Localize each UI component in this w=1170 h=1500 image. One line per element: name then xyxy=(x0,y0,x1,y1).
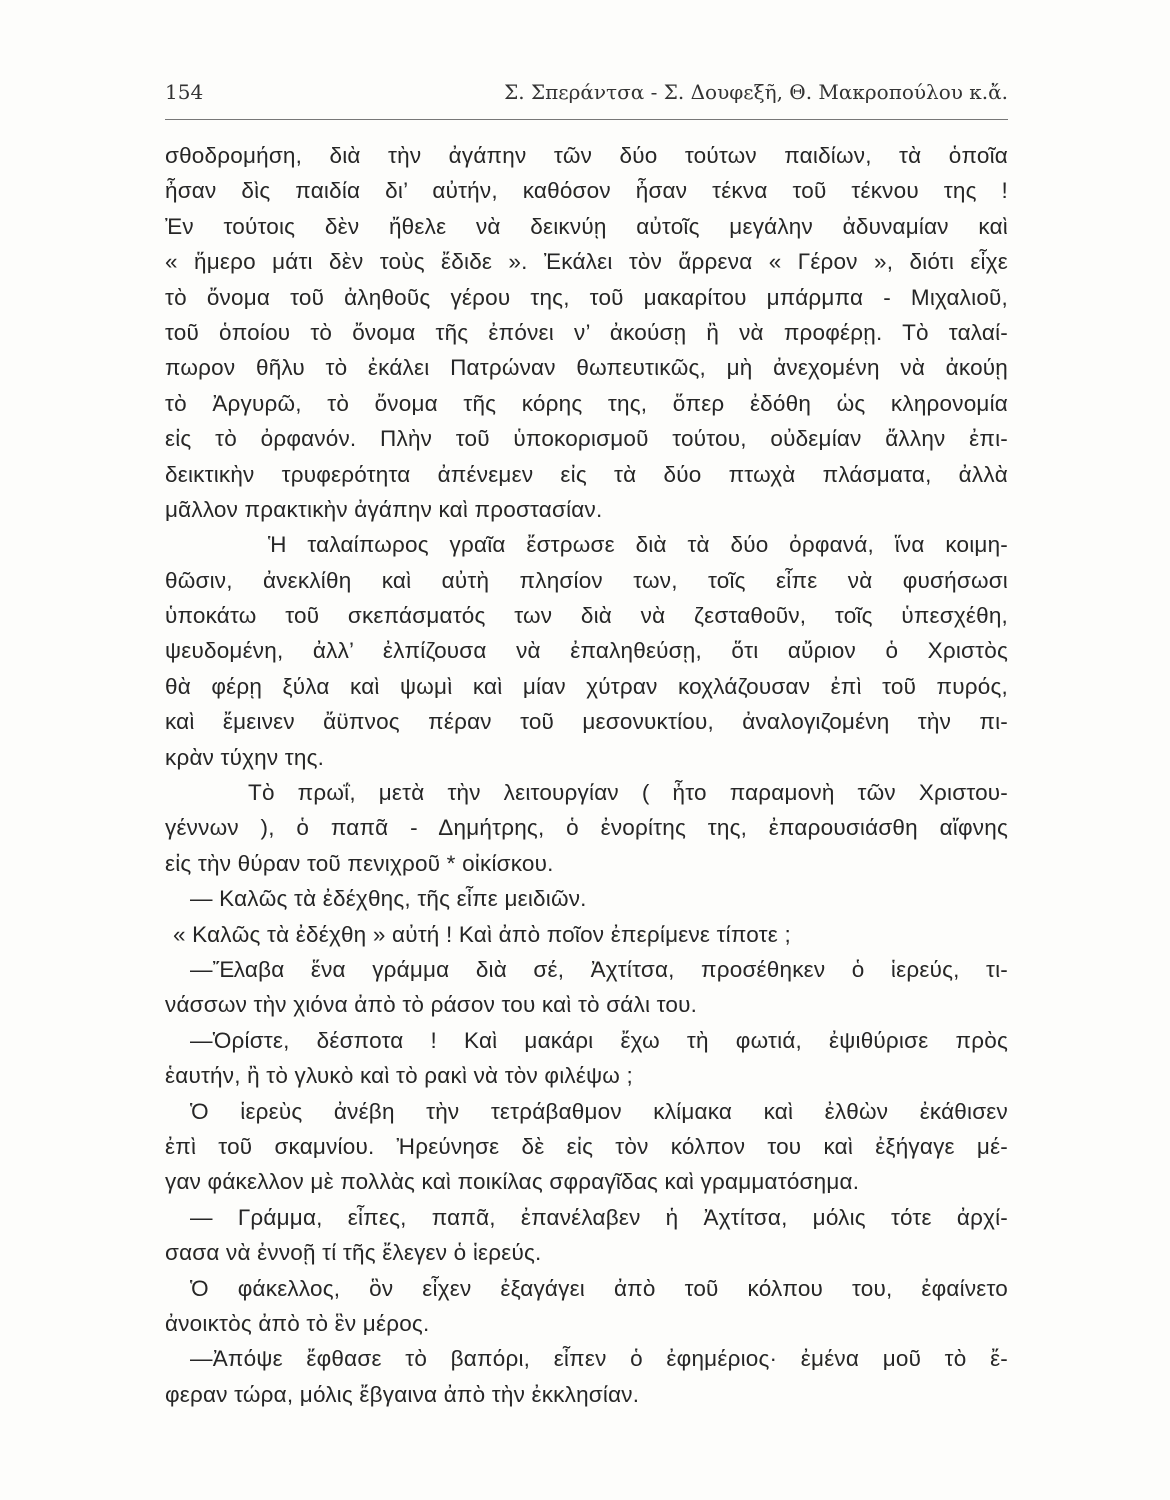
text-line: γέννων ), ὁ παπᾶ - Δημήτρης, ὁ ἐνορίτης της, ἐπαρουσιάσθη αἴφνης xyxy=(165,815,1008,841)
running-header xyxy=(165,80,1008,112)
paragraph xyxy=(165,138,1008,527)
paragraph xyxy=(165,917,1008,952)
text-line: σασα νὰ ἐννοῇ τί τῆς ἔλεγεν ὁ ἱερεύς. xyxy=(165,1240,542,1266)
text-line: ἑαυτήν, ἢ τὸ γλυκὸ καὶ τὸ ρακὶ νὰ τὸν φιλέψω ; xyxy=(165,1063,633,1089)
text-line: —Ἀπόψε ἔφθασε τὸ βαπόρι, εἶπεν ὁ ἐφημέριος· ἐμένα μοῦ τὸ ἔ- xyxy=(190,1346,1008,1372)
header-rule xyxy=(165,119,1008,120)
text-line: θῶσιν, ἀνεκλίθη καὶ αὐτὴ πλησίον των, τοῖς εἶπε νὰ φυσήσωσι xyxy=(165,567,1008,593)
text-line: τοῦ ὁποίου τὸ ὄνομα τῆς ἐπόνει ν’ ἀκούσῃ ἢ νὰ προφέρῃ. Τὸ ταλαί- xyxy=(165,319,1008,345)
text-line: σθοδρομήση, διὰ τὴν ἀγάπην τῶν δύο τούτων παιδίων, τὰ ὁποῖα xyxy=(165,143,1008,168)
text-line: —Ἔλαβα ἕνα γράμμα διὰ σέ, Ἀχτίτσα, προσέθηκεν ὁ ἱερεύς, τι- xyxy=(190,956,1008,982)
text-line: ἐπὶ τοῦ σκαμνίου. Ἠρεύνησε δὲ εἰς τὸν κόλπον του καὶ ἐξήγαγε μέ- xyxy=(165,1133,1008,1159)
text-line: « ἥμερο μάτι δὲν τοὺς ἔδιδε ». Ἐκάλει τὸν ἄρρενα « Γέρον », διότι εἶχε xyxy=(165,249,1008,275)
page-number: 154 xyxy=(165,80,204,104)
text-line: — Καλῶς τὰ ἐδέχθης, τῆς εἶπε μειδιῶν. xyxy=(190,886,587,912)
paragraph xyxy=(165,527,1008,775)
text-line: εἰς τὸ ὀρφανόν. Πλὴν τοῦ ὑποκορισμοῦ τούτου, οὐδεμίαν ἄλλην ἐπι- xyxy=(165,426,1008,452)
paragraph xyxy=(165,1094,1008,1200)
text-line: « Καλῶς τὰ ἐδέχθη » αὐτή ! Καὶ ἀπὸ ποῖον ἐπερίμενε τίποτε ; xyxy=(173,921,791,947)
page-body-text xyxy=(165,138,1008,1412)
paragraph xyxy=(165,881,1008,916)
text-line: καὶ ἔμεινεν ἄϋπνος πέραν τοῦ μεσονυκτίου, ἀναλογιζομένη τὴν πι- xyxy=(165,709,1008,735)
text-line: κρὰν τύχην της. xyxy=(165,744,325,770)
text-line: Ἡ ταλαίπωρος γραῖα ἔστρωσε διὰ τὰ δύο ὀρφανά, ἵνα κοιμη- xyxy=(268,532,1008,558)
paragraph xyxy=(165,1341,1008,1412)
text-line: μᾶλλον πρακτικὴν ἀγάπην καὶ προστασίαν. xyxy=(165,496,603,522)
text-line: — Γράμμα, εἶπες, παπᾶ, ἐπανέλαβεν ἡ Ἀχτίτσα, μόλις τότε ἀρχί- xyxy=(190,1204,1008,1230)
text-line: Ὁ φάκελλος, ὃν εἶχεν ἐξαγάγει ἀπὸ τοῦ κόλπου του, ἐφαίνετο xyxy=(190,1275,1008,1301)
text-line: δεικτικὴν τρυφερότητα ἀπένεμεν εἰς τὰ δύο πτωχὰ πλάσματα, ἀλλὰ xyxy=(165,461,1008,487)
text-line: γαν φάκελλον μὲ πολλὰς καὶ ποικίλας σφραγῖδας καὶ γραμματόσημα. xyxy=(165,1169,860,1195)
text-line: νάσσων τὴν χιόνα ἀπὸ τὸ ράσον του καὶ τὸ σάλι του. xyxy=(165,992,698,1018)
paragraph xyxy=(165,1200,1008,1271)
text-line: ὑποκάτω τοῦ σκεπάσματός των διὰ νὰ ζεσταθοῦν, τοῖς ὑπεσχέθη, xyxy=(165,603,1008,629)
text-line: —Ὁρίστε, δέσποτα ! Καὶ μακάρι ἔχω τὴ φωτιά, ἐψιθύρισε πρὸς xyxy=(190,1027,1008,1053)
text-line: ἀνοικτὸς ἀπὸ τὸ ἓν μέρος. xyxy=(165,1310,430,1336)
text-line: τὸ ὄνομα τοῦ ἀληθοῦς γέρου της, τοῦ μακαρίτου μπάρμπα - Μιχαλιοῦ, xyxy=(165,284,1008,310)
text-line: θὰ φέρῃ ξύλα καὶ ψωμὶ καὶ μίαν χύτραν κοχλάζουσαν ἐπὶ τοῦ πυρός, xyxy=(165,673,1008,699)
paragraph xyxy=(165,775,1008,881)
paragraph xyxy=(165,1271,1008,1342)
running-title: Σ. Σπεράντσα - Σ. Δουφεξῆ, Θ. Μακροπούλου κ.ἄ. xyxy=(504,80,1008,104)
text-line: ψευδομένη, ἀλλ’ ἐλπίζουσα νὰ ἐπαληθεύσῃ, ὅτι αὔριον ὁ Χριστὸς xyxy=(165,638,1008,664)
text-line: φεραν τώρα, μόλις ἔβγαινα ἀπὸ τὴν ἐκκλησίαν. xyxy=(165,1381,640,1407)
text-line: Ἐν τούτοις δὲν ἤθελε νὰ δεικνύῃ αὐτοῖς μεγάλην ἀδυναμίαν καὶ xyxy=(165,213,1008,239)
text-line: Τὸ πρωΐ, μετὰ τὴν λειτουργίαν ( ἦτο παραμονὴ τῶν Χριστου- xyxy=(248,780,1008,806)
text-line: τὸ Ἀργυρῶ, τὸ ὄνομα τῆς κόρης της, ὅπερ ἐδόθη ὡς κληρονομία xyxy=(165,390,1008,416)
paragraph xyxy=(165,1023,1008,1094)
paragraph xyxy=(165,952,1008,1023)
text-line: εἰς τὴν θύραν τοῦ πενιχροῦ * οἰκίσκου. xyxy=(165,850,554,876)
text-line: πωρον θῆλυ τὸ ἐκάλει Πατρώναν θωπευτικῶς, μὴ ἀνεχομένη νὰ ἀκούῃ xyxy=(165,355,1008,381)
text-line: ἦσαν δὶς παιδία δι’ αὐτήν, καθόσον ἦσαν τέκνα τοῦ τέκνου της ! xyxy=(165,178,1008,204)
text-line: Ὁ ἱερεὺς ἀνέβη τὴν τετράβαθμον κλίμακα καὶ ἐλθὼν ἐκάθισεν xyxy=(190,1098,1008,1124)
